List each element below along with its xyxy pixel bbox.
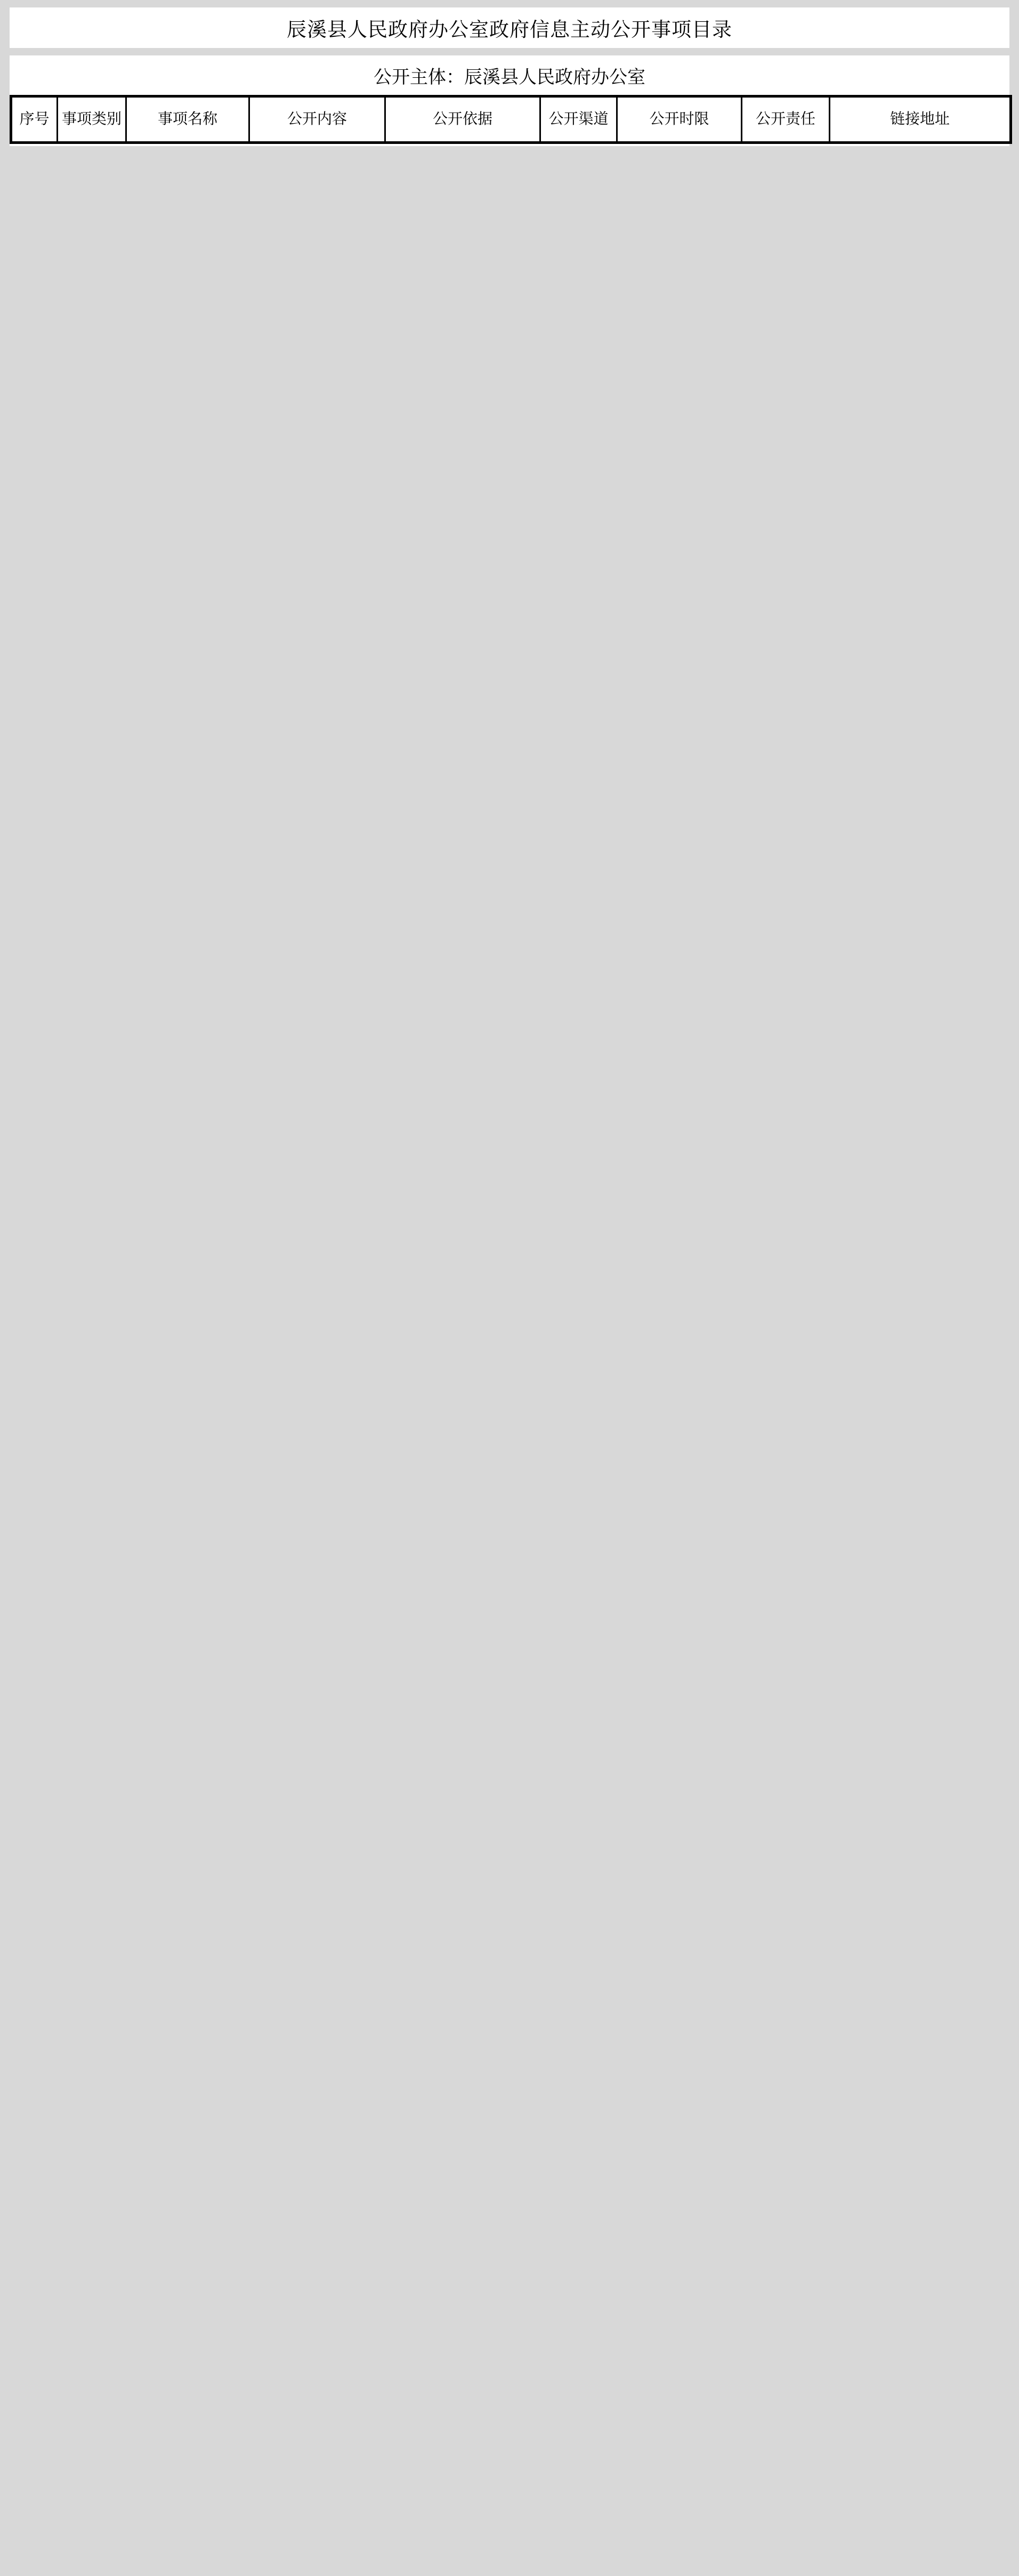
title-separator [0,48,1019,55]
col-header-basis: 公开依据 [385,96,540,143]
col-header-content: 公开内容 [249,96,385,143]
page-title: 辰溪县人民政府办公室政府信息主动公开事项目录 [287,19,732,41]
page [0,0,1019,146]
content-area [10,55,1009,146]
col-header-deadline: 公开时限 [617,96,742,143]
directory-table [10,95,1012,144]
col-header-link: 链接地址 [830,96,1011,143]
header-row [11,96,1011,143]
page-margin-top [0,0,1019,7]
title-bar [10,7,1009,48]
col-header-channel: 公开渠道 [540,96,617,143]
col-header-category: 事项类别 [58,96,126,143]
disclosure-subject: 公开主体：辰溪县人民政府办公室 [374,67,645,87]
col-header-responsibility: 公开责任 [742,96,830,143]
col-header-seq: 序号 [11,96,58,143]
col-header-item-name: 事项名称 [126,96,249,143]
